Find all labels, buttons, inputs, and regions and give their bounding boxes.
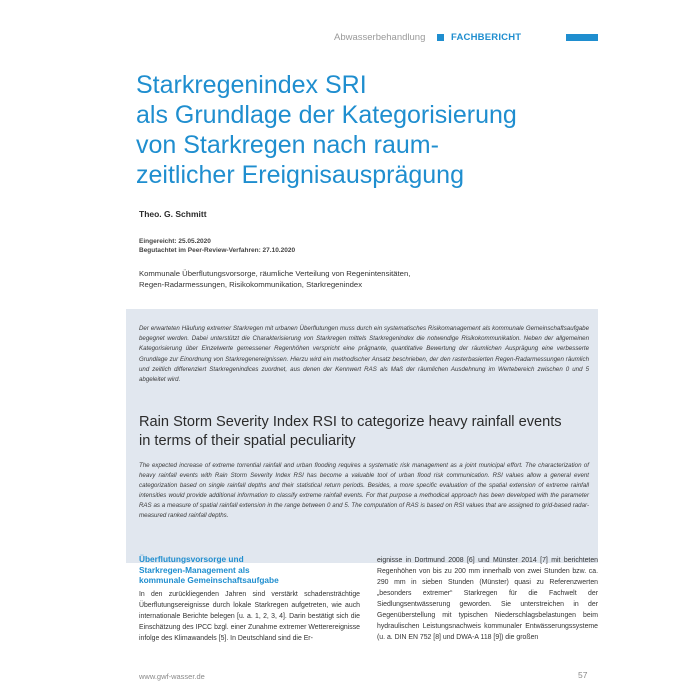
title-line: als Grundlage der Kategorisierung bbox=[136, 101, 517, 129]
body-text-right: eignisse in Dortmund 2008 [6] und Münster 2014 [7] mit berichteten Regenhöhen von bis zu 200 mm innerhalb von zwei Stunden bzw. ca. 290 mm in sieben Stunden (Münster) quasi zu Referenzwerten „besonders extremer“ Starkregen für die Fachwelt der Siedlungsentwässerung geworden. Sie unterstreichen in der Gegenüberstellung mit typischen Niederschlagsbelastungen beim hydraulischen Leistungsnachweis kommunaler Entwässerungssysteme (u. a. DIN EN 752 [8] und DWA-A 118 [9]) die großen bbox=[377, 557, 598, 641]
page-number: 57 bbox=[578, 670, 588, 680]
title-line: von Starkregen nach raum- bbox=[136, 131, 439, 159]
abstract-german: Der erwarteten Häufung extremer Starkregen mit urbanen Überflutungen muss durch ein systematisches Risikomanagement als kommunale Gemeinschaftsaufgabe begegnet werden. Dabei unterstützt die Charakterisierung von Starkregen mittels Starkregenindex die notwendige Risikokommunikation. Neben der allgemeinen Kategorisierung über Einzelwerte gemessener Regenhöhen verspricht eine prägnante, quantitative Bewertung der räumlichen Ausprägung eine verbesserte Grundlage zur Einordnung von Starkregenereignissen. Hierzu wird ein methodischer Ansatz beschrieben, der den rasterbasierten Regen-Radarmessungen räumlich und zeitlich differenziert Starkregenindices zuordnet, aus denen der Kennwert RAS als Maß der räumlichen Ausdehnung im Wertebereich zwischen 0 und 5 abgeleitet wird. bbox=[139, 325, 589, 384]
title-line: zeitlicher Ereignisausprägung bbox=[136, 161, 464, 189]
keywords-line: Kommunale Überflutungsvorsorge, räumliche Verteilung von Regenintensitäten, bbox=[139, 269, 411, 278]
reviewed-date: Begutachtet im Peer-Review-Verfahren: 27.10.2020 bbox=[139, 247, 296, 254]
author-name: Theo. G. Schmitt bbox=[139, 209, 207, 219]
section-heading bbox=[139, 554, 360, 586]
header-category: Abwasserbehandlung bbox=[334, 32, 426, 43]
submission-dates bbox=[139, 237, 295, 255]
header-tag: FACHBERICHT bbox=[451, 32, 522, 43]
section-heading-line: Starkregen-Management als bbox=[139, 564, 250, 575]
english-title-line: in terms of their spatial peculiarity bbox=[139, 433, 356, 449]
submitted-date: Eingereicht: 25.05.2020 bbox=[139, 238, 211, 245]
article-title bbox=[136, 70, 576, 190]
section-heading-line: Überflutungsvorsorge und bbox=[139, 554, 244, 564]
english-title bbox=[139, 413, 589, 451]
body-text-left: In den zurückliegenden Jahren sind verstärkt schadensträchtige Überflutungsereignisse durch lokale Starkregen aufgetreten, wie auch internationale Berichte belegen [u. a. 1, 2, 3, 4]. Darin bestätigt sich die Einschätzung des IPCC bzgl. einer Zunahme extremer Wetterereignisse infolge des Klimawandels [5]. In Deutschland sind die Er- bbox=[139, 590, 360, 642]
keywords bbox=[139, 268, 410, 290]
abstract-english: The expected increase of extreme torrential rainfall and urban flooding requires a systematic risk management as a joint municipal effort. The characterization of heavy rainfall events with Rain Storm Severity Index RSI has become a valuable tool of urban flood risk communication. RSI values allow a general event categorization based on single rainfall depths and their statistical return periods. Besides, a more specific evaluation of the spatial extension of extreme rainfall intensities would provide additional information to classify extreme rainfall events. For that purpose a methodical approach has been developed with the parameter RAS as a measure of spatial rainfall extension in the range between 0 and 5. The computation of RAS is based on RSI values that are assigned to grid-based radar-measured ranked rainfall depths. bbox=[139, 462, 589, 520]
header-accent-bar bbox=[566, 34, 598, 41]
section-heading-line: kommunale Gemeinschaftsaufgabe bbox=[139, 575, 279, 585]
footer-url[interactable]: www.gwf-wasser.de bbox=[139, 672, 205, 681]
keywords-line: Regen-Radarmessungen, Risikokommunikation, Starkregenindex bbox=[139, 280, 363, 289]
title-line: Starkregenindex SRI bbox=[136, 71, 367, 99]
english-title-line: Rain Storm Severity Index RSI to categorize heavy rainfall events bbox=[139, 414, 562, 430]
left-column bbox=[139, 554, 360, 644]
header-square-marker bbox=[437, 34, 444, 41]
